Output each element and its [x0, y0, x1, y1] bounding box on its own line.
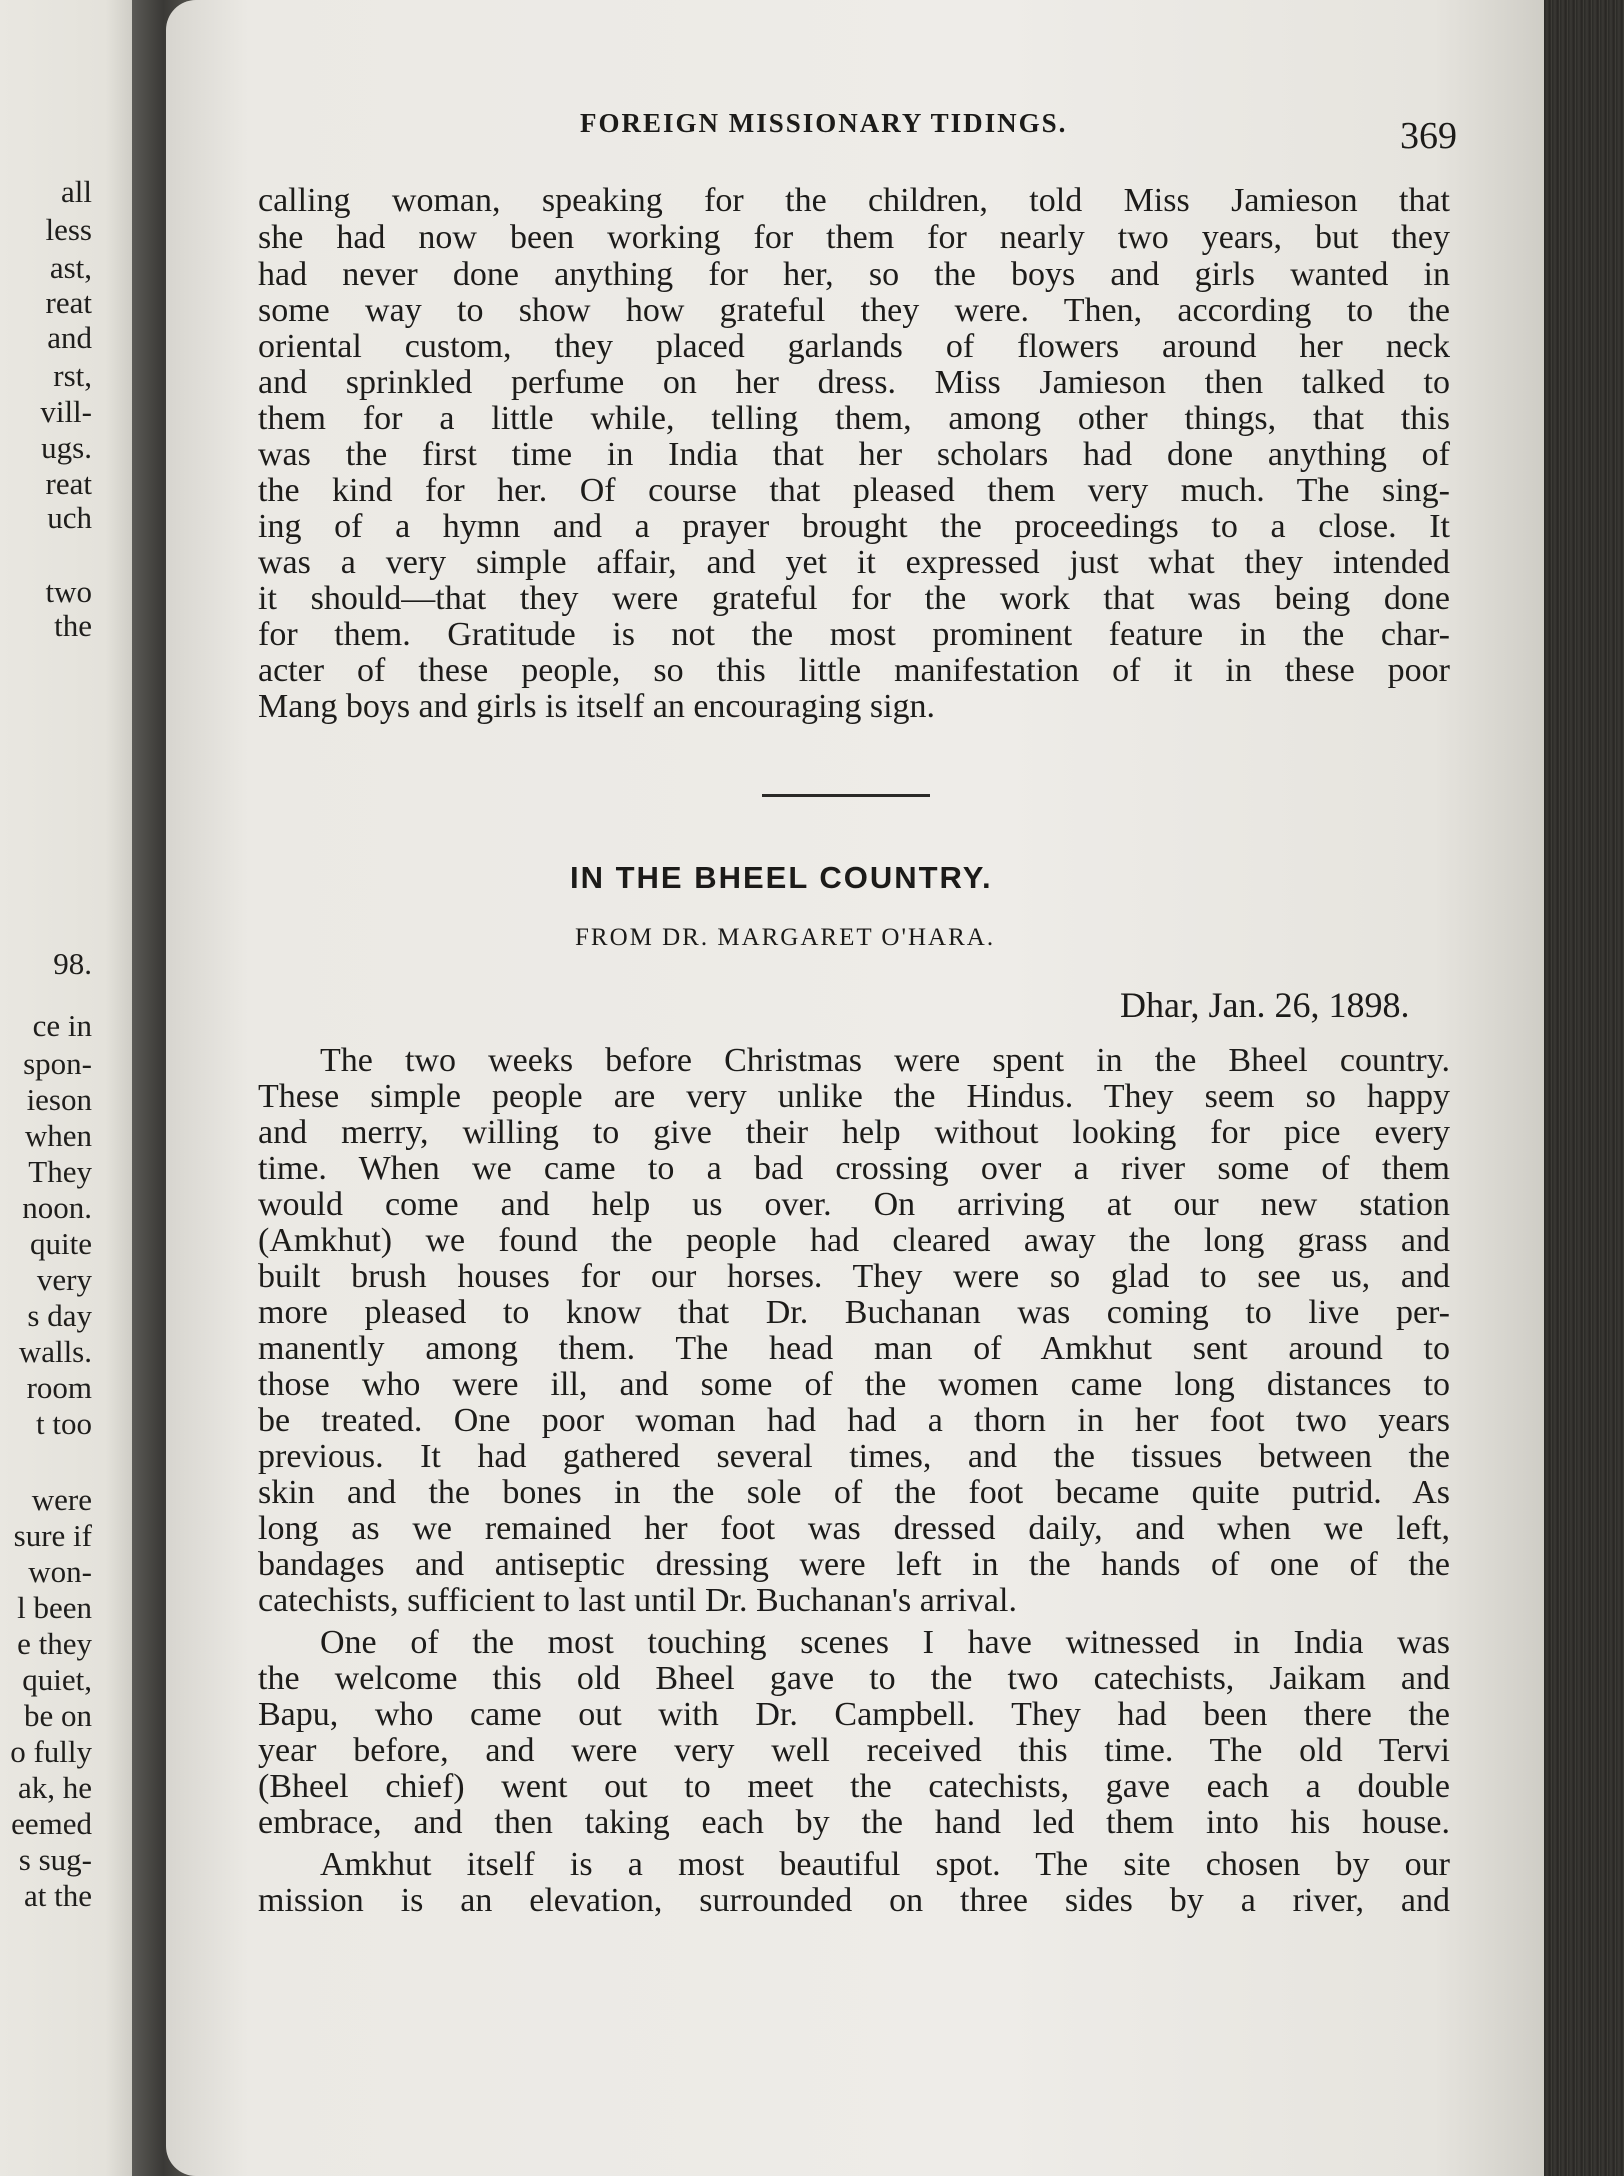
left-page-line: uch — [47, 500, 92, 535]
text-line: catechists, sufficient to last until Dr. Buchanan's arrival. — [258, 1582, 1017, 1619]
left-page-line: won- — [28, 1554, 92, 1589]
text-line: and sprinkled perfume on her dress. Miss Jamieson then talked to — [258, 364, 1450, 401]
text-line: was the first time in India that her scholars had done anything of — [258, 436, 1450, 473]
left-page-line: l been — [17, 1590, 92, 1625]
article-byline: FROM DR. MARGARET O'HARA. — [575, 924, 996, 951]
text-line: mission is an elevation, surrounded on three sides by a river, and — [258, 1882, 1450, 1919]
left-page-line: ugs. — [41, 430, 92, 465]
left-page-line: two — [45, 574, 92, 609]
text-line: built brush houses for our horses. They were so glad to see us, and — [258, 1258, 1450, 1295]
running-header: FOREIGN MISSIONARY TIDINGS. — [580, 108, 1068, 138]
left-page-line: less — [45, 212, 92, 247]
text-line: year before, and were very well received this time. The old Tervi — [258, 1732, 1450, 1769]
left-page-line: noon. — [22, 1190, 92, 1225]
left-page-line: reat — [45, 285, 92, 320]
book-page-edges — [1544, 0, 1624, 2176]
left-page-line: eemed — [11, 1806, 92, 1841]
text-line: Mang boys and girls is itself an encouraging sign. — [258, 688, 936, 725]
left-page-line: 98. — [53, 946, 92, 981]
text-line: The two weeks before Christmas were spent in the Bheel country. — [320, 1042, 1450, 1079]
left-page-line: rst, — [53, 358, 92, 393]
text-line: she had now been working for them for nearly two years, but they — [258, 219, 1450, 256]
facing-page-left — [0, 0, 132, 2176]
text-line: the welcome this old Bheel gave to the two catechists, Jaikam and — [258, 1660, 1450, 1697]
left-page-line: They — [28, 1154, 92, 1189]
text-line: oriental custom, they placed garlands of flowers around her neck — [258, 328, 1450, 365]
left-page-line: be on — [23, 1698, 92, 1733]
left-page-line: at the — [24, 1878, 92, 1913]
text-line: Amkhut itself is a most beautiful spot. The site chosen by our — [320, 1846, 1450, 1883]
left-page-line: o fully — [10, 1734, 92, 1769]
left-page-line: vill- — [40, 394, 92, 429]
left-page-line: ieson — [26, 1082, 92, 1117]
text-line: bandages and antiseptic dressing were left in the hands of one of the — [258, 1546, 1450, 1583]
left-page-line: t too — [36, 1406, 92, 1441]
article-dateline: Dhar, Jan. 26, 1898. — [1120, 985, 1410, 1025]
left-page-line: e they — [17, 1626, 92, 1661]
left-page-line: ce in — [32, 1008, 92, 1043]
left-page-line: spon- — [23, 1046, 92, 1081]
text-line: had never done anything for her, so the boys and girls wanted in — [258, 256, 1450, 293]
left-page-line: s day — [27, 1298, 92, 1333]
text-line: acter of these people, so this little manifestation of it in these poor — [258, 652, 1450, 689]
left-page-line: ast, — [49, 250, 92, 285]
text-line: some way to show how grateful they were. Then, according to the — [258, 292, 1450, 329]
text-line: These simple people are very unlike the Hindus. They seem so happy — [258, 1078, 1450, 1115]
text-line: ing of a hymn and a prayer brought the proceedings to a close. It — [258, 508, 1450, 545]
left-page-line: sure if — [13, 1518, 92, 1553]
left-page-line: quiet, — [22, 1662, 92, 1697]
text-line: embrace, and then taking each by the hand led them into his house. — [258, 1804, 1450, 1841]
left-page-line: quite — [30, 1226, 92, 1261]
text-line: Bapu, who came out with Dr. Campbell. They had been there the — [258, 1696, 1450, 1733]
left-page-line: and — [47, 320, 92, 355]
text-line: those who were ill, and some of the women came long distances to — [258, 1366, 1450, 1403]
left-page-line: reat — [45, 466, 92, 501]
left-page-line: when — [24, 1118, 92, 1153]
text-line: be treated. One poor woman had had a thorn in her foot two years — [258, 1402, 1450, 1439]
left-page-line: the — [54, 608, 92, 643]
text-line: more pleased to know that Dr. Buchanan was coming to live per- — [258, 1294, 1450, 1331]
text-line: and merry, willing to give their help without looking for pice every — [258, 1114, 1450, 1151]
article-title: IN THE BHEEL COUNTRY. — [570, 860, 993, 895]
section-divider — [762, 794, 930, 797]
text-line: skin and the bones in the sole of the foot became quite putrid. As — [258, 1474, 1450, 1511]
page-number: 369 — [1400, 115, 1457, 157]
text-line: One of the most touching scenes I have witnessed in India was — [320, 1624, 1450, 1661]
text-line: long as we remained her foot was dressed daily, and when we left, — [258, 1510, 1450, 1547]
text-line: for them. Gratitude is not the most prominent feature in the char- — [258, 616, 1450, 653]
text-line: (Bheel chief) went out to meet the catechists, gave each a double — [258, 1768, 1450, 1805]
text-line: them for a little while, telling them, among other things, that this — [258, 400, 1450, 437]
text-line: the kind for her. Of course that pleased them very much. The sing- — [258, 472, 1450, 509]
text-line: (Amkhut) we found the people had cleared away the long grass and — [258, 1222, 1450, 1259]
text-line: it should—that they were grateful for the work that was being done — [258, 580, 1450, 617]
left-page-line: ak, he — [17, 1770, 92, 1805]
text-line: calling woman, speaking for the children, told Miss Jamieson that — [258, 182, 1450, 219]
text-line: would come and help us over. On arriving at our new station — [258, 1186, 1450, 1223]
text-line: was a very simple affair, and yet it expressed just what they intended — [258, 544, 1450, 581]
left-page-line: very — [36, 1262, 92, 1297]
text-line: previous. It had gathered several times, and the tissues between the — [258, 1438, 1450, 1475]
left-page-line: s sug- — [18, 1842, 92, 1877]
text-line: time. When we came to a bad crossing over a river some of them — [258, 1150, 1450, 1187]
left-page-line: room — [26, 1370, 92, 1405]
left-page-line: were — [31, 1482, 92, 1517]
left-page-line: all — [61, 174, 92, 209]
left-page-line: walls. — [18, 1334, 92, 1369]
text-line: manently among them. The head man of Amkhut sent around to — [258, 1330, 1450, 1367]
